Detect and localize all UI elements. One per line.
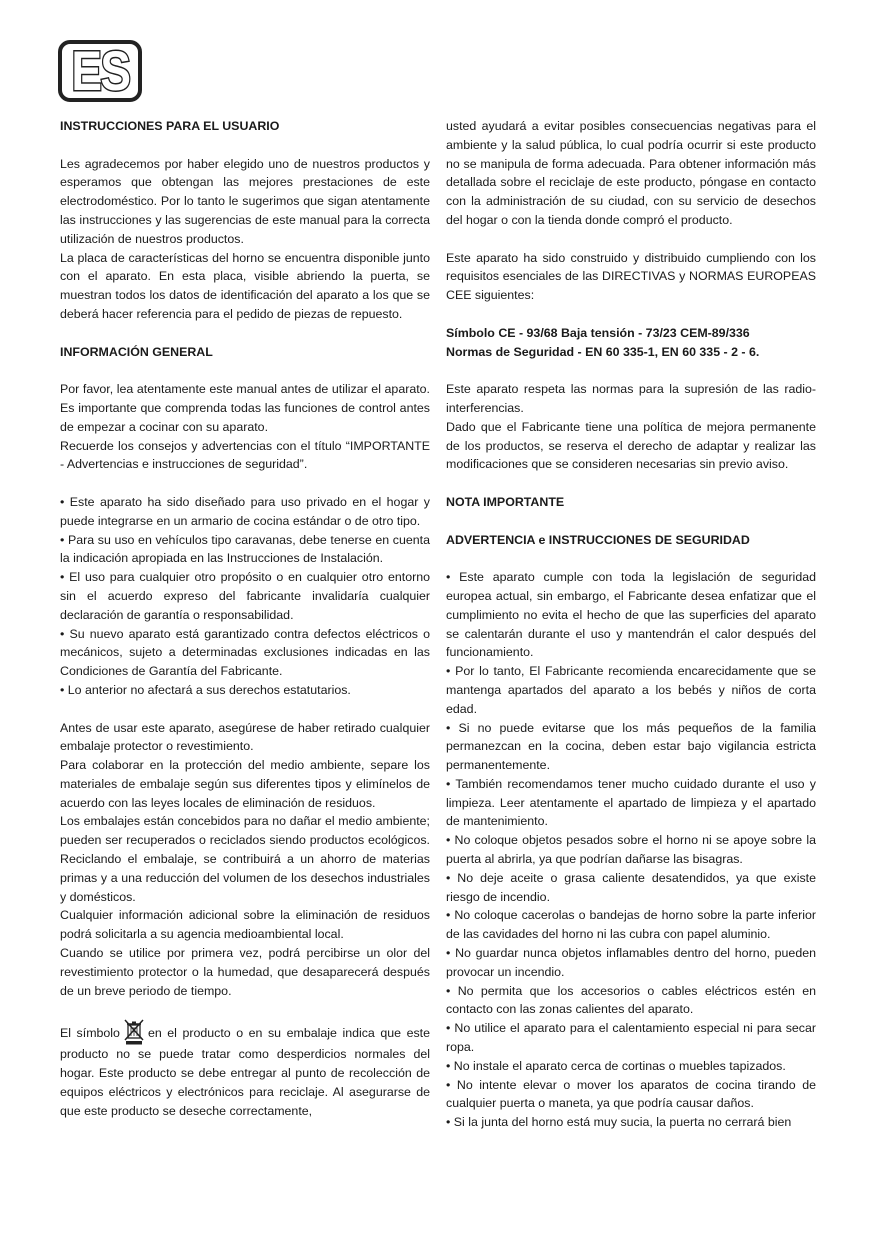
ce-standard-line: Símbolo CE - 93/68 Baja tensión - 73/23 CEM-89/336 bbox=[446, 325, 750, 340]
heading-informacion-general: INFORMACIÓN GENERAL bbox=[60, 344, 213, 359]
left-column bbox=[60, 117, 430, 1120]
safety-standard-line: Normas de Seguridad - EN 60 335-1, EN 60 335 - 2 - 6. bbox=[446, 344, 760, 359]
bullet-item: • No deje aceite o grasa caliente desatendidos, ya que existe riesgo de incendio. bbox=[446, 870, 816, 904]
bullet-item: • Por lo tanto, El Fabricante recomienda encarecidamente que se mantenga apartados del aparato a los bebés y niños de corta edad. bbox=[446, 664, 816, 716]
paragraph: Este aparato respeta las normas para la supresión de las radio-interferencias. bbox=[446, 382, 816, 415]
bullet-item: • No guardar nunca objetos inflamables dentro del horno, pueden provocar un incendio. bbox=[446, 946, 816, 979]
bullet-item: • Si la junta del horno está muy sucia, la puerta no cerrará bien bbox=[446, 1115, 792, 1130]
bullet-item: • Su nuevo aparato está garantizado contra defectos eléctricos o mecánicos, sujeto a determinadas exclusiones indicadas en las Condiciones de Garantía del Fabricante. bbox=[60, 626, 430, 679]
paragraph: Cuando se utilice por primera vez, podrá percibirse un olor del revestimiento protector o la humedad, que desaparecerá después de un breve periodo de tiempo. bbox=[60, 946, 430, 998]
heading-advertencia: ADVERTENCIA e INSTRUCCIONES DE SEGURIDAD bbox=[446, 532, 750, 547]
bullet-item: • No intente elevar o mover los aparatos de cocina tirando de cualquier puerta o maneta, ya que podría causar daños. bbox=[446, 1077, 816, 1111]
right-column bbox=[446, 117, 816, 1132]
bullet-item: • Para su uso en vehículos tipo caravanas, debe tenerse en cuenta la indicación apropiada en las Instrucciones de Instalación. bbox=[60, 532, 430, 566]
paragraph: Les agradecemos por haber elegido uno de nuestros productos y esperamos que obtengan las mejores prestaciones de este electrodoméstico. Por lo tanto le sugerimos que sigan atentamente las instrucciones y las sugerencias de este manual para la correcta utilización de nuestros productos. bbox=[60, 156, 430, 246]
paragraph: Dado que el Fabricante tiene una política de mejora permanente de los productos, se reserva el derecho de adaptar y realizar las modificaciones que se consideren necesarias sin previo aviso. bbox=[446, 419, 816, 472]
paragraph: Cualquier información adicional sobre la eliminación de residuos podrá solicitarla a su agencia medioambiental local. bbox=[60, 908, 430, 942]
paragraph: Este aparato ha sido construido y distribuido cumpliendo con los requisitos esenciales de las DIRECTIVAS y NORMAS EUROPEAS CEE siguientes: bbox=[446, 250, 816, 303]
bullet-item: • No coloque objetos pesados sobre el horno ni se apoye sobre la puerta al abrirla, ya que podrían dañarse las bisagras. bbox=[446, 833, 816, 867]
paragraph: Los embalajes están concebidos para no dañar el medio ambiente; pueden ser recuperados o reciclados siendo productos ecológicos. Reciclando el embalaje, se contribuirá a un ahorro de materias primas y a una reducción del volumen de los desechos industriales y domésticos. bbox=[60, 814, 430, 904]
language-code: ES bbox=[71, 39, 129, 102]
bullet-item: • Este aparato ha sido diseñado para uso privado en el hogar y puede integrarse en un armario de cocina estándar o de otro tipo. bbox=[60, 494, 430, 528]
bullet-item: • También recomendamos tener mucho cuidado durante el uso y limpieza. Leer atentamente el apartado de limpieza y el apartado de mantenimiento. bbox=[446, 776, 816, 829]
bullet-item: • No permita que los accesorios o cables eléctricos estén en contacto con las zonas calientes del aparato. bbox=[446, 983, 816, 1017]
bullet-item: • El uso para cualquier otro propósito o en cualquier otro entorno sin el acuerdo expreso del fabricante invalidaría cualquier declaración de garantía o responsabilidad. bbox=[60, 570, 430, 622]
simbolo-description: en el producto o en su embalaje indica que este producto no se puede tratar como desperdicios normales del hogar. Este producto se debe entregar al punto de recolección de equipos eléctricos y electrónicos para reciclaje. Al asegurarse de que este producto se deseche correctamente, bbox=[60, 1026, 430, 1118]
bullet-item: • No instale el aparato cerca de cortinas o muebles tapizados. bbox=[446, 1058, 786, 1073]
paragraph: Recuerde los consejos y advertencias con el título “IMPORTANTE - Advertencias e instrucciones de seguridad”. bbox=[60, 438, 430, 472]
bullet-item: • Este aparato cumple con toda la legislación de seguridad europea actual, sin embargo, el Fabricante desea enfatizar que el cumplimiento no evita el hecho de que las superficies del aparato se calentarán durante el uso y mantendrán el calor después del funcionamiento. bbox=[446, 570, 816, 660]
language-badge bbox=[58, 40, 142, 102]
bullet-item: • No utilice el aparato para el calentamiento especial ni para secar ropa. bbox=[446, 1021, 816, 1055]
paragraph: Para colaborar en la protección del medio ambiente, separe los materiales de embalaje según sus diferentes tipos y elimínelos de acuerdo con las leyes locales de eliminación de residuos. bbox=[60, 758, 430, 810]
heading-nota-importante: NOTA IMPORTANTE bbox=[446, 494, 565, 509]
paragraph: Por favor, lea atentamente este manual antes de utilizar el aparato. Es importante que comprenda todas las funciones de control antes de empezar a cocinar con su aparato. bbox=[60, 382, 430, 434]
paragraph: Antes de usar este aparato, asegúrese de haber retirado cualquier embalaje protector o revestimiento. bbox=[60, 720, 430, 754]
bullet-item: • No coloque cacerolas o bandejas de horno sobre la parte inferior de las cavidades del horno ni las cubra con papel aluminio. bbox=[446, 908, 816, 942]
crossed-bin-icon bbox=[123, 1019, 145, 1045]
paragraph: usted ayudará a evitar posibles consecuencias negativas para el ambiente y la salud pública, lo cual podría ocurrir si este producto no se manipula de forma adecuada. Para obtener información más detallada sobre el reciclaje de este producto, póngase en contacto con la administración de su ciudad, con su servicio de desechos del hogar o con la tienda donde compró el producto. bbox=[446, 119, 816, 227]
heading-instrucciones: INSTRUCCIONES PARA EL USUARIO bbox=[60, 119, 280, 133]
paragraph-weee bbox=[60, 1019, 430, 1120]
bullet-item: • Lo anterior no afectará a sus derechos estatutarios. bbox=[60, 682, 351, 697]
paragraph: La placa de características del horno se encuentra disponible junto con el aparato. En esta placa, visible abriendo la puerta, se muestran todos los datos de identificación del aparato a los que se deberá hacer referencia para el pedido de piezas de repuesto. bbox=[60, 250, 430, 321]
bullet-item: • Si no puede evitarse que los más pequeños de la familia permanezcan en la cocina, deben estar bajo vigilancia estricta permanentemente. bbox=[446, 720, 816, 773]
simbolo-text: El símbolo bbox=[60, 1026, 120, 1041]
